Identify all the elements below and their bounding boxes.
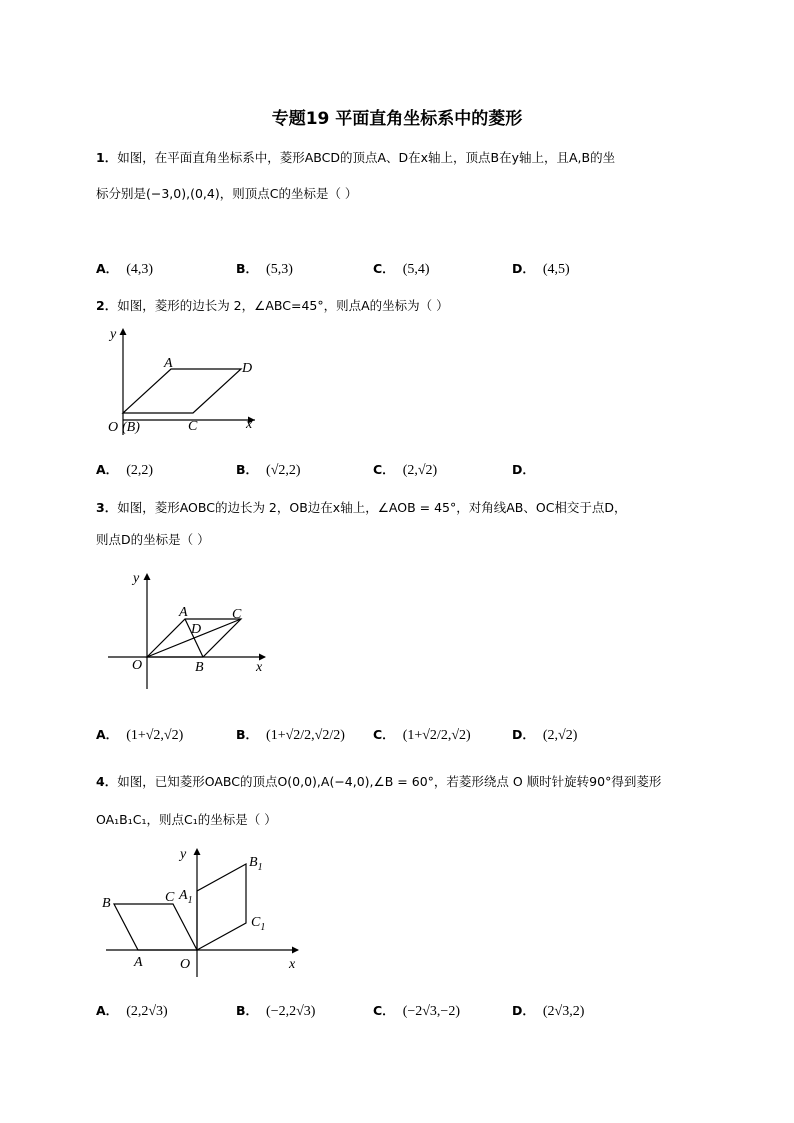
q4-label-a1: $A_1$ [179, 888, 193, 906]
q2-label-y: y [110, 327, 117, 342]
question-4-line-2: OA₁B₁C₁，则点C₁的坐标是（ ） [96, 812, 277, 827]
question-2-line-1 [96, 296, 449, 314]
q2-label-o: O [108, 420, 119, 435]
q2-label-x: x [246, 417, 253, 432]
q3-label-d: D [191, 622, 202, 637]
question-3-figure [100, 565, 280, 690]
question-3-line-2: 则点D的坐标是（ ） [96, 532, 210, 547]
question-4-figure [98, 842, 308, 982]
question-4-text-1: 如图，已知菱形OABC的顶点O(0,0),A(−4,0),∠B = 60°，若菱形绕点 O 顺时针旋转90°得到菱形 [117, 774, 662, 789]
q2-option-c[interactable]: C． (2,√2) [373, 462, 438, 478]
question-2-text-1: 如图，菱形的边长为 2，∠ABC=45°，则点A的坐标为（ ） [117, 298, 449, 313]
question-4-number: 4． [96, 774, 118, 789]
q1-option-a[interactable]: A． (4,3) [96, 261, 154, 277]
q3-label-o: O [132, 658, 143, 673]
question-1-text-1: 如图，在平面直角坐标系中，菱形ABCD的顶点A、D在x轴上，顶点B在y轴上，且A,B的坐 [117, 150, 616, 165]
q1-option-c[interactable]: C． (5,4) [373, 261, 430, 277]
page-title: 专题19 平面直角坐标系中的菱形 [271, 109, 523, 129]
question-1-number: 1． [96, 150, 118, 165]
q4-label-c: C [165, 890, 175, 905]
q4-label-b: B [102, 896, 111, 911]
q4-label-b1: $B_1$ [249, 855, 263, 873]
q4-option-b[interactable]: B． (−2,2√3) [236, 1003, 316, 1019]
q2-label-d: D [242, 361, 253, 376]
q3-label-x: x [256, 660, 263, 675]
question-3-line-1 [96, 498, 627, 516]
q4-option-a[interactable]: A． (2,2√3) [96, 1003, 168, 1019]
q3-option-d[interactable]: D． (2,√2) [512, 727, 578, 743]
q3-label-b: B [195, 660, 204, 675]
q3-label-a: A [179, 605, 188, 620]
q3-label-c: C [232, 607, 242, 622]
question-2-figure [90, 320, 270, 440]
q3-option-a[interactable]: A． (1+√2,√2) [96, 727, 184, 743]
q2-option-b[interactable]: B． (√2,2) [236, 462, 301, 478]
q3-option-b[interactable]: B． (1+√2/2,√2/2) [236, 727, 345, 743]
q2-option-d[interactable]: D． [512, 462, 535, 477]
question-3-number: 3． [96, 500, 118, 515]
question-2-number: 2． [96, 298, 118, 313]
q4-label-c1: $C_1$ [251, 915, 266, 933]
q2-label-c: C [188, 419, 198, 434]
q2-option-a[interactable]: A． (2,2) [96, 462, 154, 478]
q3-option-c[interactable]: C． (1+√2/2,√2) [373, 727, 471, 743]
q2-label-a: A [164, 356, 173, 371]
question-1-line-1 [96, 148, 615, 166]
q4-label-x: x [289, 957, 296, 972]
q4-option-c[interactable]: C． (−2√3,−2) [373, 1003, 460, 1019]
q4-option-d[interactable]: D． (2√3,2) [512, 1003, 585, 1019]
q1-option-d[interactable]: D． (4,5) [512, 261, 570, 277]
q4-label-a: A [134, 955, 143, 970]
question-4-line-1 [96, 772, 661, 790]
q4-label-y: y [180, 847, 187, 862]
q1-option-b[interactable]: B． (5,3) [236, 261, 293, 277]
q3-label-y: y [133, 571, 140, 586]
question-3-text-1: 如图，菱形AOBC的边长为 2，OB边在x轴上，∠AOB = 45°，对角线AB、OC相交于点D， [117, 500, 627, 515]
q2-label-b: (B) [122, 420, 140, 435]
question-1-line-2: 标分别是(−3,0),(0,4)，则顶点C的坐标是（ ） [96, 186, 358, 201]
q4-label-o: O [180, 957, 191, 972]
